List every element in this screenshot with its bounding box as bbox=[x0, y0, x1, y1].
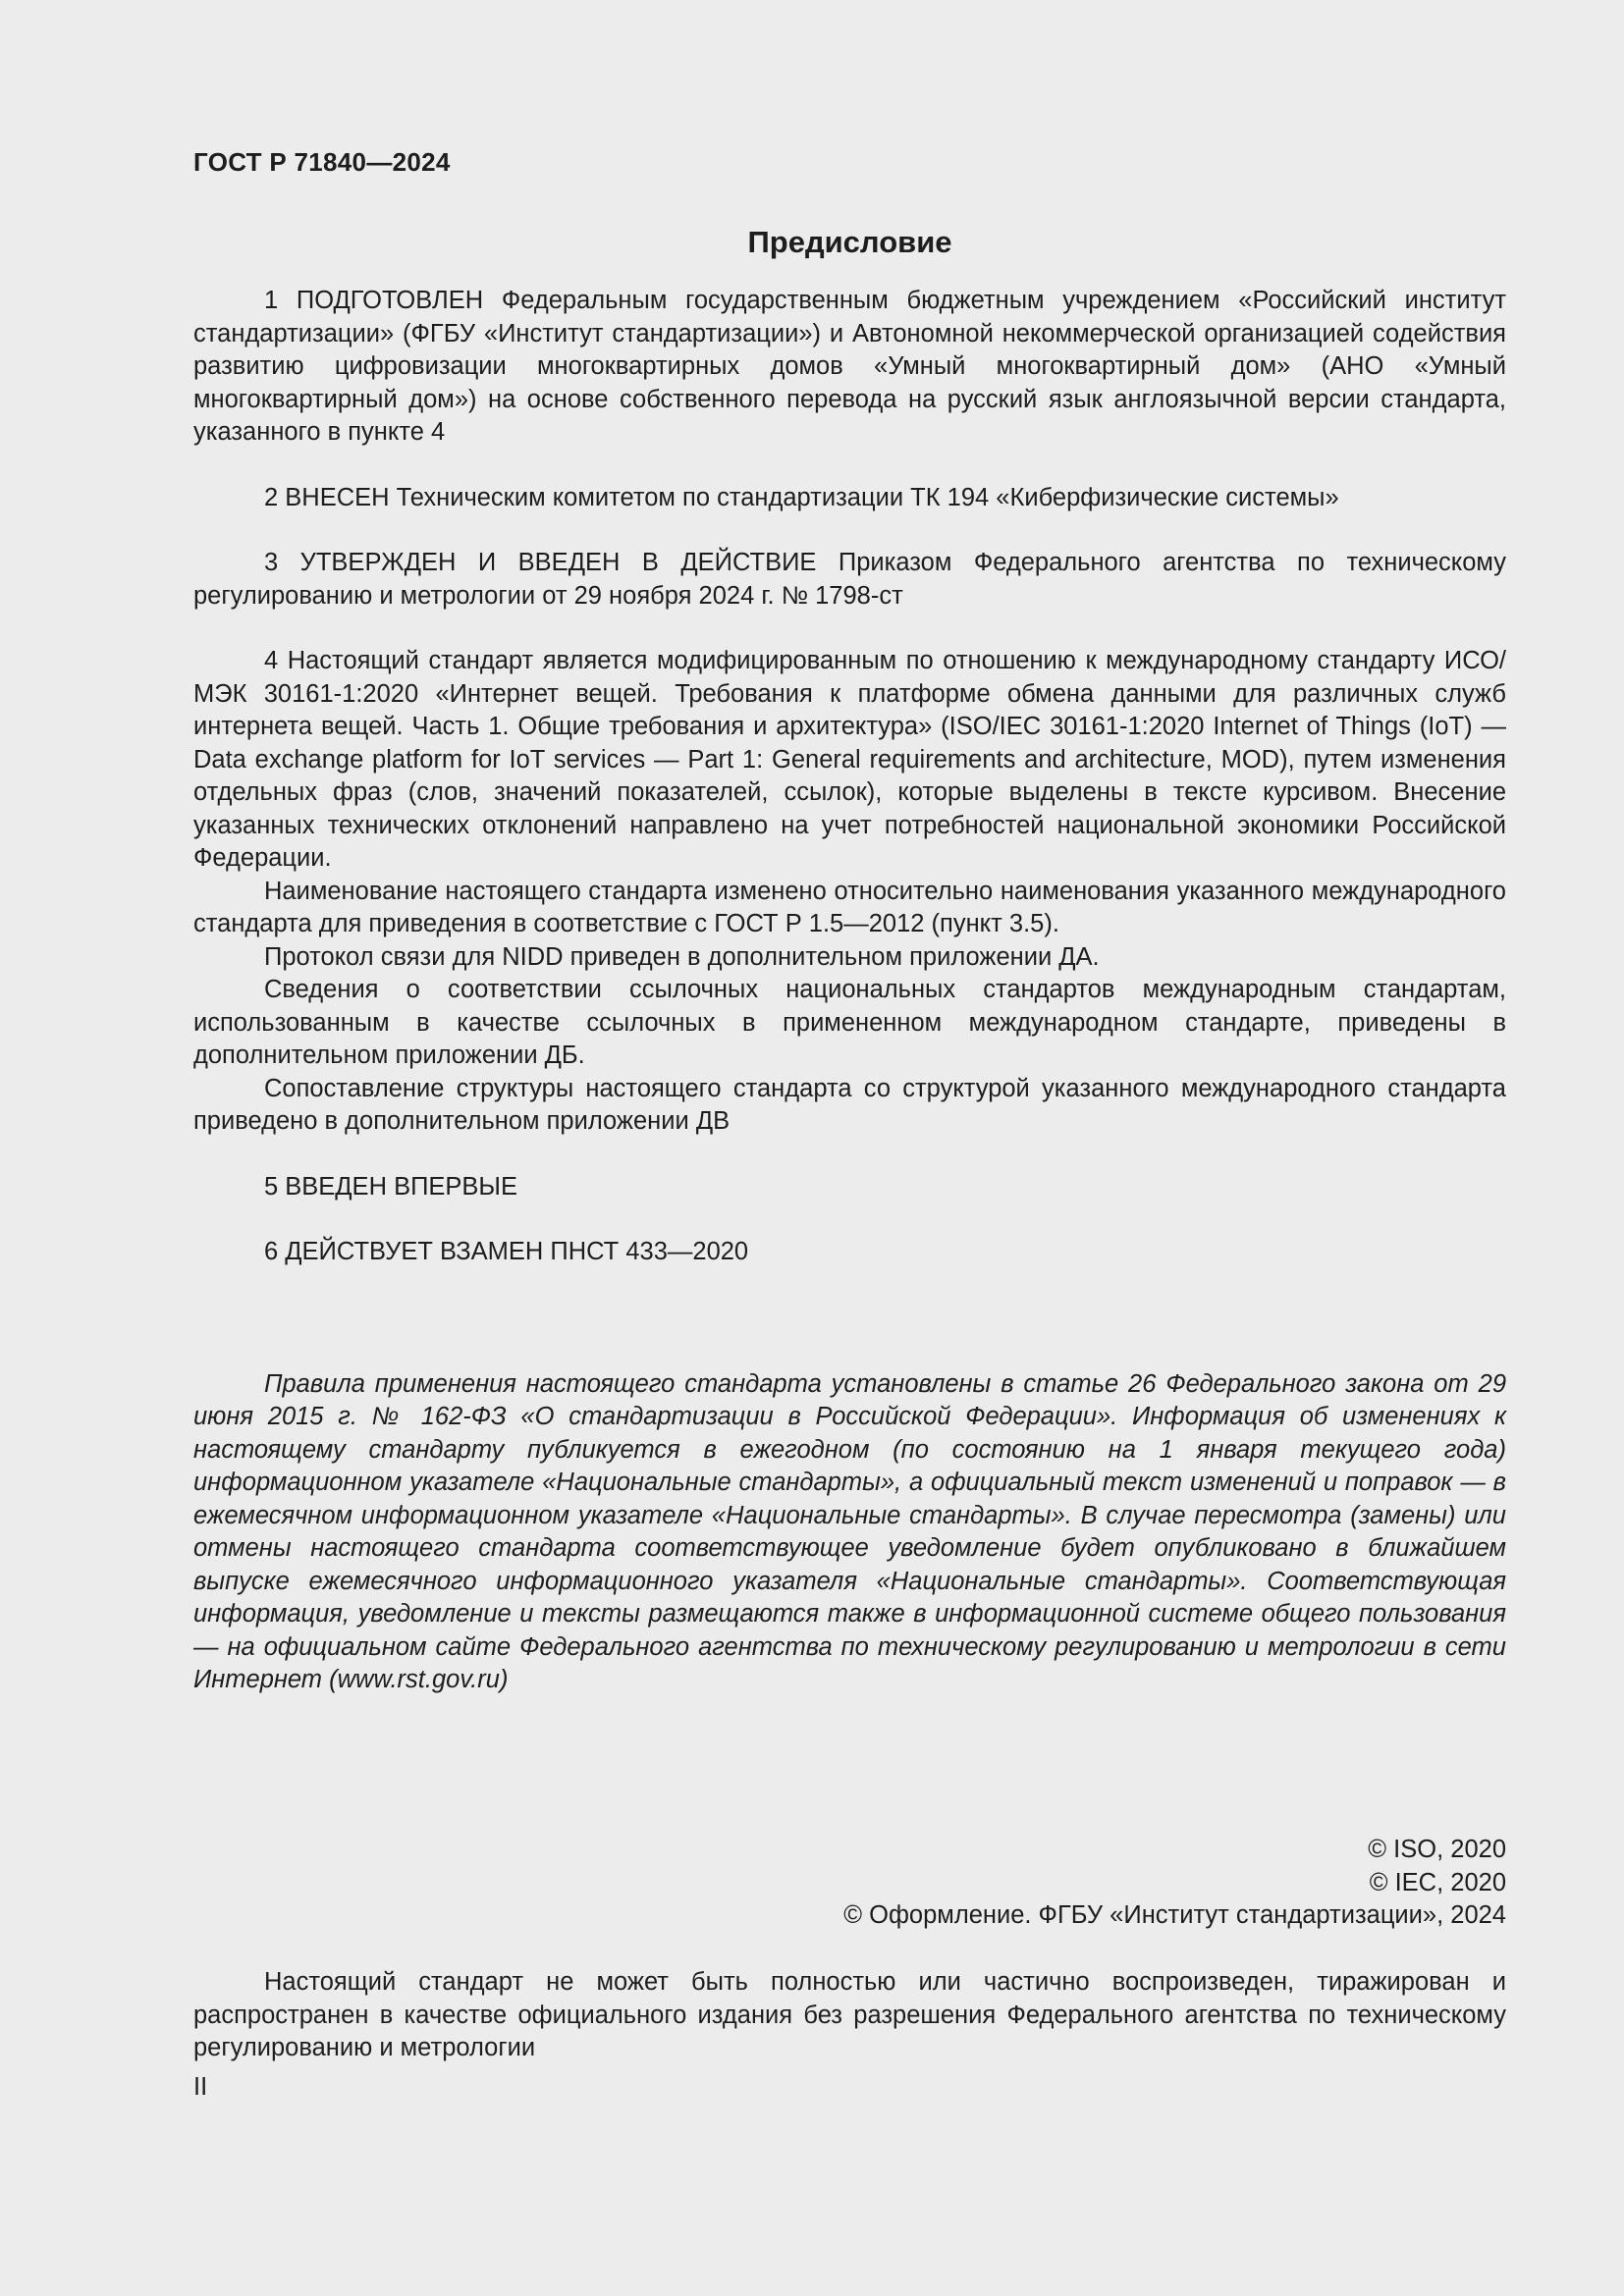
foreword-item-4-references-note: Сведения о соответствии ссылочных национальных стандартов международным стандартам, использованным в качестве ссылочных в примененном международном стандарте, приведены в дополнительном приложении ДБ. bbox=[193, 976, 1506, 1069]
foreword-item-4-protocol-note: Протокол связи для NIDD приведен в дополнительном приложении ДА. bbox=[264, 942, 1100, 971]
page-number: II bbox=[193, 2073, 208, 2101]
foreword-item-4: 4 Настоящий стандарт является модифицированным по отношению к международному стандарту ИСО/МЭК 30161-1:2020 «Интернет вещей. Требования к платформе обмена данными для различных служб интернета вещей. Часть 1. Общие требования и архитектура» (ISO/IEC 30161-1:2020 Internet of Things (IoT) — Data exchange platform for IoT services — Part 1: General requirements and architecture, MOD), путем изменения отдельных фраз (слов, значений показателей, ссылок), которые выделены в тексте курсивом. Внесение указанных технических отклонений направлено на учет потребностей национальной экономики Российской Федерации. bbox=[193, 647, 1506, 872]
foreword-item-2: 2 ВНЕСЕН Техническим комитетом по стандартизации ТК 194 «Киберфизические системы» bbox=[264, 483, 1339, 511]
foreword-item-4-structure-note: Сопоставление структуры настоящего стандарта со структурой указанного международного стандарта приведено в дополнительном приложении ДВ bbox=[193, 1074, 1506, 1135]
application-rules: Правила применения настоящего стандарта установлены в статье 26 Федерального закона от 29 июня 2015 г. № 162-ФЗ «О стандартизации в Российской Федерации». Информация об изменениях к настоящему стандарту публикуется в ежегодном (по состоянию на 1 января текущего года) информационном указателе «Национальные стандарты», а официальный текст изменений и поправок — в ежемесячном информационном указателе «Национальные стандарты». В случае пересмотра (замены) или отмены настоящего стандарта соответствующее уведомление будет опубликовано в ближайшем выпуске ежемесячного информационного указателя «Национальные стандарты». Соответствующая информация, уведомление и тексты размещаются также в информационной системе общего пользования — на официальном сайте Федерального агентства по техническому регулированию и метрологии в сети Интернет (www.rst.gov.ru) bbox=[193, 1369, 1506, 1693]
reproduction-notice-text: Настоящий стандарт не может быть полностью или частично воспроизведен, тиражирован и распространен в качестве официального издания без разрешения Федерального агентства по техническому регулированию и метрологии bbox=[193, 1968, 1506, 2061]
foreword-item-5: 5 ВВЕДЕН ВПЕРВЫЕ bbox=[264, 1172, 518, 1201]
copyright-iso: © ISO, 2020 bbox=[1368, 1836, 1506, 1863]
foreword-content bbox=[193, 285, 1506, 1697]
foreword-item-4-title-note: Наименование настоящего стандарта изменено относительно наименования указанного международного стандарта для приведения в соответствие с ГОСТ Р 1.5—2012 (пункт 3.5). bbox=[193, 877, 1506, 937]
page-title: Предисловие bbox=[747, 225, 952, 259]
copyright-iec: © IEC, 2020 bbox=[1369, 1868, 1506, 1896]
foreword-item-3: 3 УТВЕРЖДЕН И ВВЕДЕН В ДЕЙСТВИЕ Приказом Федерального агентства по техническому регулированию и метрологии от 29 ноября 2024 г. № 1798-ст bbox=[193, 549, 1506, 610]
reproduction-notice bbox=[193, 1966, 1506, 2065]
copyright-block bbox=[843, 1834, 1506, 1933]
foreword-item-1: 1 ПОДГОТОВЛЕН Федеральным государственным бюджетным учреждением «Российский институт стандартизации» (ФГБУ «Институт стандартизации») и Автономной некоммерческой организацией содействия развитию цифровизации многоквартирных домов «Умный многоквартирный дом» (АНО «Умный многоквартирный дом») на основе собственного перевода на русский язык англоязычной версии стандарта, указанного в пункте 4 bbox=[193, 287, 1506, 446]
document-header: ГОСТ Р 71840—2024 bbox=[193, 147, 451, 177]
foreword-item-6: 6 ДЕЙСТВУЕТ ВЗАМЕН ПНСТ 433—2020 bbox=[264, 1238, 749, 1265]
copyright-design: © Оформление. ФГБУ «Институт стандартизации», 2024 bbox=[843, 1901, 1506, 1929]
